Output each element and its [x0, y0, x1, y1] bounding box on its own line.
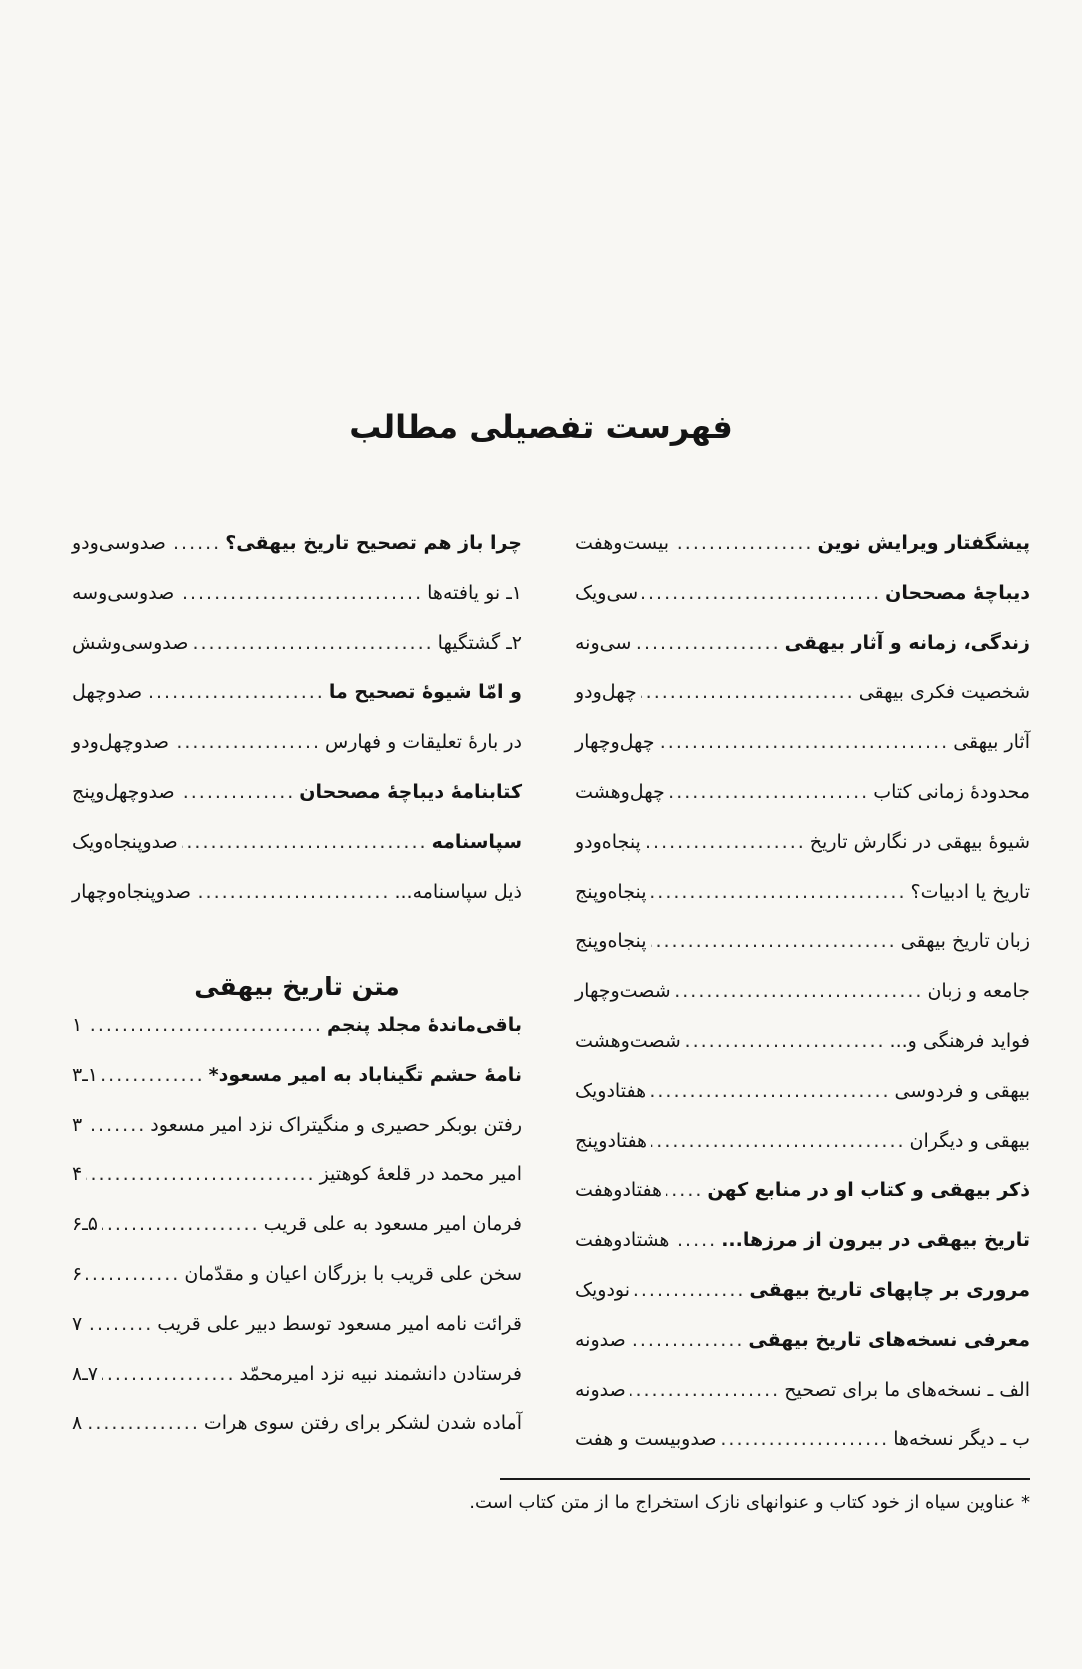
dot-leader — [102, 1209, 260, 1239]
toc-entry — [575, 727, 1030, 777]
toc-entry-title: سخن علی قریب با بزرگان اعیان و مقدّمان — [184, 1262, 522, 1285]
toc-entry — [72, 1159, 522, 1209]
toc-entry — [575, 1424, 1030, 1474]
toc-entry-page: ۷ـ۸ — [72, 1362, 99, 1385]
toc-entry-title: دیباچهٔ مصححان — [885, 581, 1030, 604]
dot-leader — [642, 578, 881, 608]
toc-entry-page: هشتادوهفت — [575, 1229, 670, 1252]
toc-entry-page: صدونه — [575, 1328, 626, 1351]
dot-leader — [178, 578, 423, 608]
toc-left-column-top — [72, 528, 522, 926]
toc-entry — [72, 578, 522, 628]
toc-entry-title: فرستادن دانشمند نبیه نزد امیرمحمّد — [239, 1362, 522, 1385]
dot-leader — [673, 1225, 717, 1255]
toc-entry-page: هفتادوهفت — [575, 1179, 663, 1202]
toc-entry — [575, 1275, 1030, 1325]
dot-leader — [650, 1076, 890, 1106]
toc-entry — [575, 677, 1030, 727]
dot-leader — [641, 677, 855, 707]
toc-entry-page: نودویک — [575, 1278, 631, 1301]
dot-leader — [635, 628, 780, 658]
toc-entry-title: زبان تاریخ بیهقی — [900, 930, 1030, 953]
toc-entry — [72, 1010, 522, 1060]
toc-entry-page: شصت‌وهشت — [575, 1029, 681, 1052]
dot-leader — [146, 677, 325, 707]
toc-entry-page: صدوسی‌وشش — [72, 631, 189, 654]
dot-leader — [86, 1259, 180, 1289]
dot-leader — [651, 877, 907, 907]
toc-entry-title: معرفی نسخه‌های تاریخ بیهقی — [748, 1328, 1030, 1351]
dot-leader — [675, 976, 924, 1006]
toc-right-column — [575, 528, 1030, 1474]
toc-entry — [72, 1060, 522, 1110]
toc-entry — [72, 528, 522, 578]
toc-entry-title: باقی‌ماندهٔ مجلد پنجم — [326, 1014, 522, 1036]
toc-entry-page: صدوسی‌وسه — [72, 581, 175, 604]
toc-entry-page: ۱ — [72, 1014, 83, 1036]
toc-entry-title: پیشگفتار ویرایش نوین — [817, 532, 1030, 554]
toc-entry-page: صدونه — [575, 1378, 626, 1401]
toc-entry — [575, 578, 1030, 628]
toc-entry-page: هفتادوپنج — [575, 1129, 648, 1152]
toc-entry-title: تاریخ بیهقی در بیرون از مرزها... — [721, 1229, 1030, 1252]
toc-entry-title: الف ـ نسخه‌های ما برای تصحیح — [784, 1378, 1030, 1401]
toc-entry — [575, 877, 1030, 927]
toc-entry-page: ۳ — [72, 1113, 83, 1136]
dot-leader — [673, 528, 813, 558]
toc-entry-page: شصت‌وچهار — [575, 980, 671, 1003]
toc-entry-page: صدوچهل‌ودو — [72, 731, 169, 754]
toc-entry-page: صدوسی‌ودو — [72, 532, 166, 554]
toc-entry — [575, 528, 1030, 578]
toc-entry-title: ۱ـ نو یافته‌ها — [427, 581, 522, 604]
toc-entry-page: ۶ — [72, 1262, 83, 1285]
toc-entry-title: تاریخ یا ادبیات؟ — [910, 880, 1030, 903]
toc-entry-title: بیهقی و فردوسی — [894, 1079, 1030, 1102]
toc-entry — [72, 677, 522, 727]
toc-entry-title: ذکر بیهقی و کتاب او در منابع کهن — [707, 1179, 1030, 1202]
toc-entry-title: ب ـ دیگر نسخه‌ها — [893, 1428, 1030, 1451]
toc-entry-title: فواید فرهنگی و... — [889, 1029, 1030, 1052]
toc-entry — [72, 727, 522, 777]
toc-entry-title: چرا باز هم تصحیح تاریخ بیهقی؟ — [225, 532, 522, 554]
toc-entry-title: رفتن بوبکر حصیری و منگیتراک نزد امیر مسعود — [150, 1113, 522, 1136]
toc-entry — [575, 926, 1030, 976]
toc-entry-title: فرمان امیر مسعود به علی قریب — [263, 1213, 522, 1236]
dot-leader — [651, 926, 897, 956]
toc-entry — [72, 628, 522, 678]
dot-leader — [666, 1175, 703, 1205]
dot-leader — [102, 1359, 235, 1389]
dot-leader — [630, 1325, 745, 1355]
dot-leader — [173, 727, 321, 757]
toc-entry-page: چهل‌وهشت — [575, 780, 665, 803]
toc-entry-page: پنجاه‌وپنج — [575, 930, 647, 953]
toc-entry-page: پنجاه‌ودو — [575, 830, 641, 853]
toc-entry-page: چهل‌ودو — [575, 681, 637, 704]
dot-leader — [195, 877, 390, 907]
toc-entry-title: کتابنامهٔ دیباچهٔ مصححان — [299, 780, 522, 803]
toc-entry-title: در بارهٔ تعلیقات و فهارس — [325, 731, 522, 754]
toc-entry — [72, 1359, 522, 1409]
toc-entry-page: بیست‌وهفت — [575, 532, 670, 554]
dot-leader — [630, 1375, 780, 1405]
toc-entry-page: ۱ـ۳ — [72, 1063, 99, 1086]
toc-entry — [575, 777, 1030, 827]
dot-leader — [179, 777, 296, 807]
toc-entry — [575, 628, 1030, 678]
toc-entry-page: چهل‌وچهار — [575, 731, 655, 754]
toc-entry-title: امیر محمد در قلعهٔ کوهتیز — [319, 1163, 522, 1186]
toc-entry — [575, 976, 1030, 1026]
toc-entry — [575, 827, 1030, 877]
dot-leader — [102, 1060, 205, 1090]
toc-entry-page: صدوچهل — [72, 681, 143, 704]
toc-entry-page: ۵ـ۶ — [72, 1213, 99, 1236]
toc-entry-page: صدوپنجاه‌ویک — [72, 830, 178, 853]
toc-entry-title: سپاسنامه — [431, 830, 522, 853]
toc-entry-title: شیوهٔ بیهقی در نگارش تاریخ — [809, 830, 1030, 853]
toc-entry-page: صدوبیست و هفت — [575, 1428, 717, 1451]
toc-entry-title: ۲ـ گشتگیها — [437, 631, 522, 654]
toc-entry — [575, 1325, 1030, 1375]
dot-leader — [651, 1126, 905, 1156]
dot-leader — [634, 1275, 745, 1305]
section-heading: متن تاریخ بیهقی — [194, 972, 400, 1001]
toc-entry — [72, 1259, 522, 1309]
dot-leader — [86, 1010, 323, 1040]
toc-entry — [575, 1126, 1030, 1176]
toc-entry-title: شخصیت فکری بیهقی — [858, 681, 1030, 704]
toc-entry-title: محدودهٔ زمانی کتاب — [873, 780, 1030, 803]
toc-entry — [575, 1175, 1030, 1225]
dot-leader — [669, 777, 869, 807]
footnote-rule — [500, 1478, 1030, 1480]
toc-entry-title: آثار بیهقی — [953, 731, 1030, 754]
toc-entry-title: زندگی، زمانه و آثار بیهقی — [784, 631, 1030, 654]
dot-leader — [659, 727, 950, 757]
toc-entry-title: و امّا شیوهٔ تصحیح ما — [328, 681, 522, 704]
dot-leader — [170, 528, 221, 558]
toc-entry — [575, 1375, 1030, 1425]
toc-entry — [575, 1225, 1030, 1275]
toc-entry-title: ذیل سپاسنامه... — [394, 880, 522, 903]
dot-leader — [86, 1408, 200, 1438]
toc-entry-title: جامعه و زبان — [927, 980, 1030, 1003]
dot-leader — [86, 1159, 315, 1189]
toc-left-column-bottom — [72, 1010, 522, 1458]
toc-entry — [72, 877, 522, 927]
dot-leader — [192, 628, 433, 658]
dot-leader — [720, 1424, 889, 1454]
page-title: فهرست تفصیلی مطالب — [349, 408, 733, 446]
toc-entry-page: سی‌ونه — [575, 631, 632, 654]
toc-entry-title: آماده شدن لشکر برای رفتن سوی هرات — [203, 1412, 522, 1435]
dot-leader — [86, 1110, 146, 1140]
dot-leader — [86, 1309, 153, 1339]
toc-entry — [72, 1110, 522, 1160]
toc-entry — [72, 827, 522, 877]
dot-leader — [182, 827, 428, 857]
toc-entry-title: قرائت نامه امیر مسعود توسط دبیر علی قریب — [157, 1312, 522, 1335]
toc-entry — [72, 1209, 522, 1259]
dot-leader — [685, 1026, 886, 1056]
toc-entry-page: صدوپنجاه‌وچهار — [72, 880, 191, 903]
toc-entry — [72, 1309, 522, 1359]
toc-entry-page: ۸ — [72, 1412, 83, 1435]
toc-entry — [72, 1408, 522, 1458]
toc-entry-title: بیهقی و دیگران — [909, 1129, 1030, 1152]
footnote: * عناوین سیاه از خود کتاب و عنوانهای نازک استخراج ما از متن کتاب است. — [469, 1492, 1030, 1513]
toc-entry — [575, 1026, 1030, 1076]
toc-entry-page: هفتادویک — [575, 1079, 647, 1102]
toc-entry-title: مروری بر چاپهای تاریخ بیهقی — [749, 1278, 1030, 1301]
toc-entry-page: سی‌ویک — [575, 581, 639, 604]
toc-entry-page: پنجاه‌وپنج — [575, 880, 647, 903]
toc-entry-page: ۴ — [72, 1163, 83, 1186]
toc-entry — [72, 777, 522, 827]
toc-entry-page: ۷ — [72, 1312, 83, 1335]
toc-entry-page: صدوچهل‌وپنج — [72, 780, 175, 803]
toc-entry-title: نامهٔ حشم تگیناباد به امیر مسعود* — [208, 1063, 522, 1086]
dot-leader — [645, 827, 806, 857]
toc-entry — [575, 1076, 1030, 1126]
